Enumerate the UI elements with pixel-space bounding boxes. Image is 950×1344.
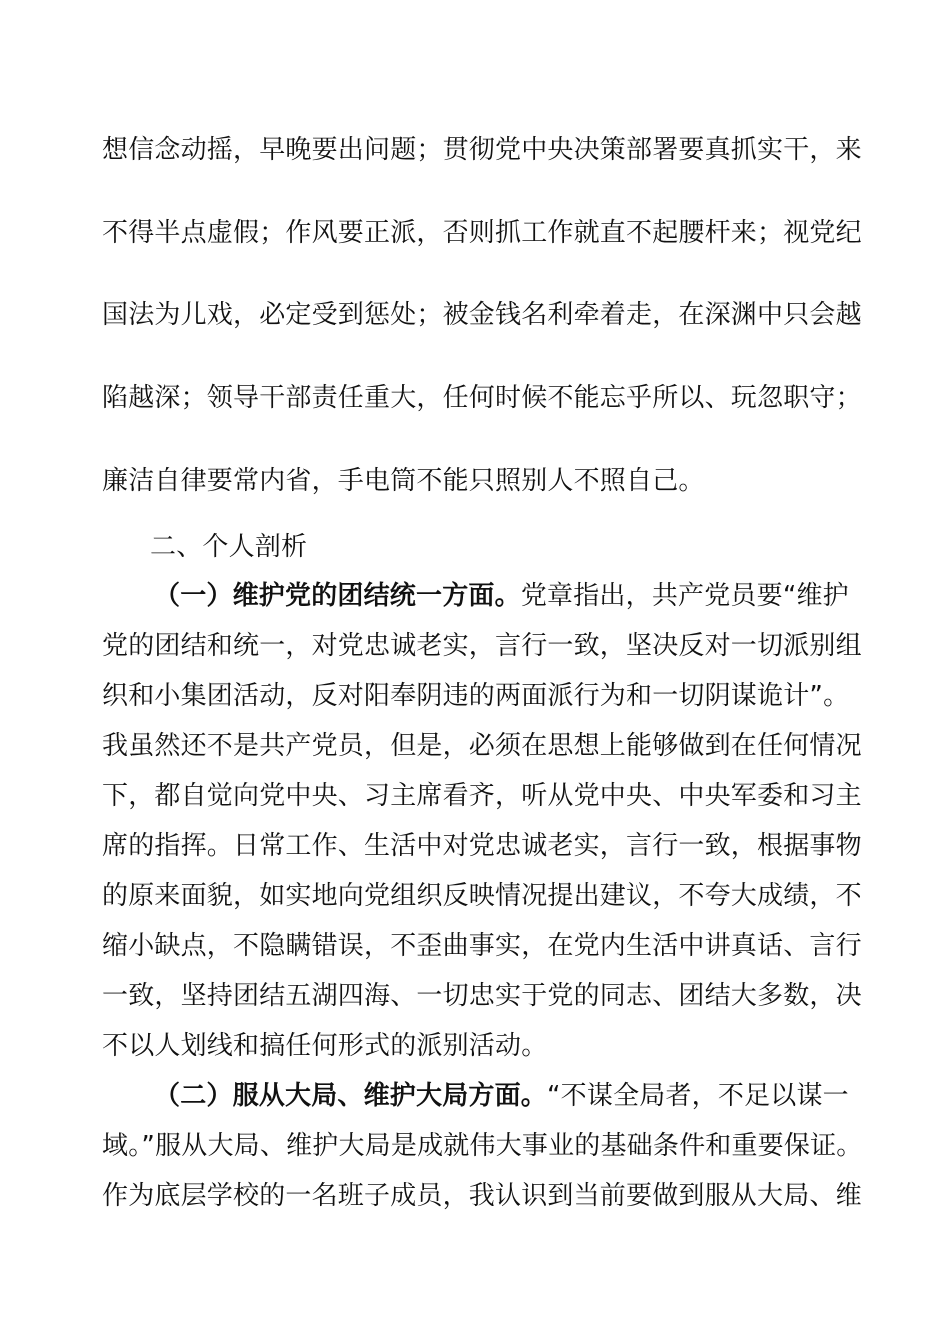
text-line: 一致，坚持团结五湖四海、一切忠实于党的同志、团结大多数，决 [102, 981, 862, 1011]
text-line: 不以人划线和搞任何形式的派别活动。 [102, 1031, 548, 1061]
paragraph-heading: （一）维护党的团结统一方面。 [154, 581, 521, 611]
text-line: 不得半点虚假；作风要正派，否则抓工作就直不起腰杆来；视党纪 [102, 218, 862, 248]
paragraph-text: “不谋全局者，不足以谋一 [547, 1081, 849, 1111]
section-heading: 二、个人剖析 [150, 532, 308, 562]
paragraph-first-line [154, 1079, 849, 1113]
text-line: 域。”服从大局、维护大局是成就伟大事业的基础条件和重要保证。 [102, 1131, 863, 1161]
text-line: 的原来面貌，如实地向党组织反映情况提出建议，不夸大成绩，不 [102, 881, 862, 911]
text-line: 下，都自觉向党中央、习主席看齐，听从党中央、中央军委和习主 [102, 781, 862, 811]
paragraph-first-line [154, 579, 849, 613]
text-line: 廉洁自律要常内省，手电筒不能只照别人不照自己。 [102, 466, 705, 496]
paragraph-text: 党章指出，共产党员要“维护 [520, 581, 849, 611]
text-line: 作为底层学校的一名班子成员，我认识到当前要做到服从大局、维 [102, 1181, 862, 1211]
paragraph-heading: （二）服从大局、维护大局方面。 [154, 1081, 548, 1111]
text-line: 陷越深；领导干部责任重大，任何时候不能忘乎所以、玩忽职守； [102, 383, 862, 413]
text-line: 我虽然还不是共产党员，但是，必须在思想上能够做到在任何情况 [102, 731, 862, 761]
text-line: 织和小集团活动，反对阳奉阴违的两面派行为和一切阴谋诡计”。 [102, 681, 850, 711]
text-line: 席的指挥。日常工作、生活中对党忠诚老实，言行一致，根据事物 [102, 831, 862, 861]
text-line: 党的团结和统一，对党忠诚老实，言行一致，坚决反对一切派别组 [102, 631, 862, 661]
text-line: 想信念动摇，早晚要出问题；贯彻党中央决策部署要真抓实干，来 [102, 135, 862, 165]
text-line: 国法为儿戏，必定受到惩处；被金钱名利牵着走，在深渊中只会越 [102, 300, 862, 330]
text-line: 缩小缺点，不隐瞒错误，不歪曲事实，在党内生活中讲真话、言行 [102, 931, 862, 961]
